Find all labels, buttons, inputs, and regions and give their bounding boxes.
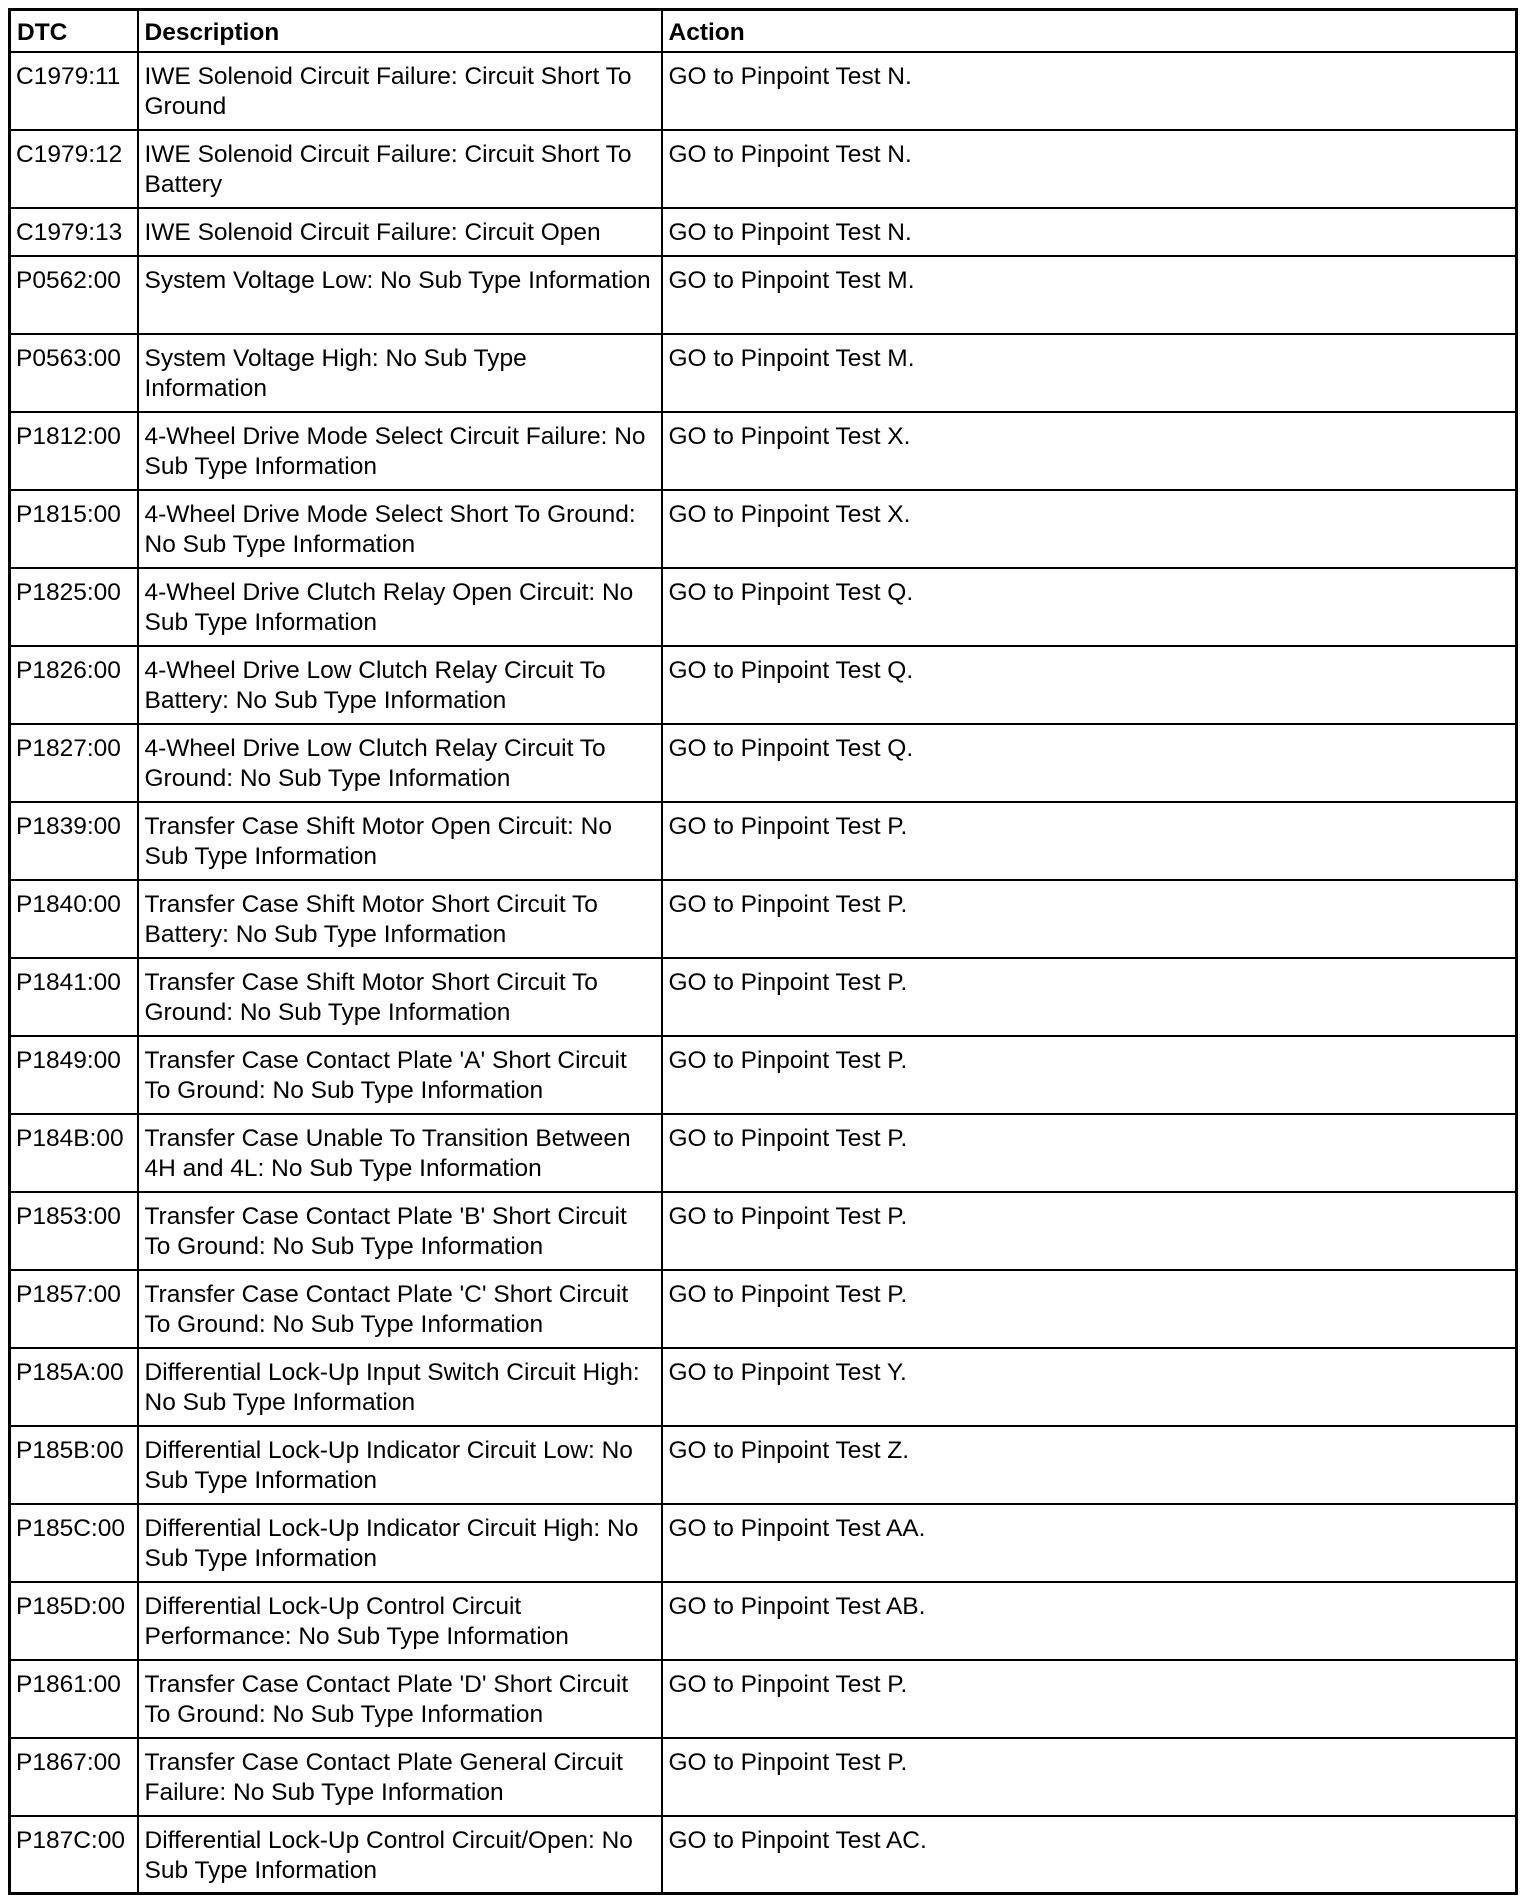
table-row xyxy=(10,1036,1517,1114)
action-cell: GO to Pinpoint Test Y. xyxy=(662,1348,1517,1426)
description-cell: 4-Wheel Drive Low Clutch Relay Circuit To Battery: No Sub Type Information xyxy=(138,646,662,724)
dtc-code-cell: P1867:00 xyxy=(10,1738,138,1816)
description-cell: Differential Lock-Up Control Circuit/Open: No Sub Type Information xyxy=(138,1816,662,1894)
table-row xyxy=(10,880,1517,958)
table-row xyxy=(10,724,1517,802)
action-cell: GO to Pinpoint Test Q. xyxy=(662,568,1517,646)
action-cell: GO to Pinpoint Test AB. xyxy=(662,1582,1517,1660)
table-header-row xyxy=(10,10,1517,52)
dtc-code-cell: P0562:00 xyxy=(10,256,138,334)
action-cell: GO to Pinpoint Test P. xyxy=(662,1192,1517,1270)
dtc-code-cell: P0563:00 xyxy=(10,334,138,412)
table-row xyxy=(10,334,1517,412)
dtc-code-cell: P1857:00 xyxy=(10,1270,138,1348)
column-header-description: Description xyxy=(138,10,662,52)
description-cell: Transfer Case Contact Plate 'B' Short Circuit To Ground: No Sub Type Information xyxy=(138,1192,662,1270)
description-cell: Transfer Case Contact Plate 'D' Short Circuit To Ground: No Sub Type Information xyxy=(138,1660,662,1738)
action-cell: GO to Pinpoint Test P. xyxy=(662,1114,1517,1192)
action-cell: GO to Pinpoint Test P. xyxy=(662,1660,1517,1738)
action-cell: GO to Pinpoint Test P. xyxy=(662,1270,1517,1348)
column-header-dtc: DTC xyxy=(10,10,138,52)
dtc-code-cell: P187C:00 xyxy=(10,1816,138,1894)
action-cell: GO to Pinpoint Test P. xyxy=(662,802,1517,880)
dtc-code-cell: P1861:00 xyxy=(10,1660,138,1738)
action-cell: GO to Pinpoint Test Q. xyxy=(662,724,1517,802)
description-cell: Transfer Case Unable To Transition Between 4H and 4L: No Sub Type Information xyxy=(138,1114,662,1192)
description-cell: Transfer Case Contact Plate General Circuit Failure: No Sub Type Information xyxy=(138,1738,662,1816)
description-cell: IWE Solenoid Circuit Failure: Circuit Open xyxy=(138,208,662,256)
table-row xyxy=(10,412,1517,490)
table-row xyxy=(10,1270,1517,1348)
dtc-code-cell: P185C:00 xyxy=(10,1504,138,1582)
action-cell: GO to Pinpoint Test Z. xyxy=(662,1426,1517,1504)
table-row xyxy=(10,1114,1517,1192)
description-cell: Differential Lock-Up Control Circuit Performance: No Sub Type Information xyxy=(138,1582,662,1660)
action-cell: GO to Pinpoint Test AA. xyxy=(662,1504,1517,1582)
action-cell: GO to Pinpoint Test AC. xyxy=(662,1816,1517,1894)
table-row xyxy=(10,1426,1517,1504)
description-cell: Transfer Case Contact Plate 'A' Short Circuit To Ground: No Sub Type Information xyxy=(138,1036,662,1114)
description-cell: Differential Lock-Up Indicator Circuit Low: No Sub Type Information xyxy=(138,1426,662,1504)
action-cell: GO to Pinpoint Test P. xyxy=(662,1738,1517,1816)
dtc-code-cell: C1979:11 xyxy=(10,52,138,130)
table-row xyxy=(10,1738,1517,1816)
table-row xyxy=(10,1192,1517,1270)
dtc-code-cell: P1826:00 xyxy=(10,646,138,724)
action-cell: GO to Pinpoint Test X. xyxy=(662,412,1517,490)
description-cell: Differential Lock-Up Indicator Circuit High: No Sub Type Information xyxy=(138,1504,662,1582)
action-cell: GO to Pinpoint Test N. xyxy=(662,208,1517,256)
action-cell: GO to Pinpoint Test P. xyxy=(662,1036,1517,1114)
table-row xyxy=(10,1582,1517,1660)
action-cell: GO to Pinpoint Test P. xyxy=(662,958,1517,1036)
description-cell: Transfer Case Shift Motor Short Circuit To Battery: No Sub Type Information xyxy=(138,880,662,958)
table-row xyxy=(10,256,1517,334)
description-cell: Transfer Case Shift Motor Short Circuit To Ground: No Sub Type Information xyxy=(138,958,662,1036)
table-row xyxy=(10,52,1517,130)
action-cell: GO to Pinpoint Test X. xyxy=(662,490,1517,568)
table-row xyxy=(10,1348,1517,1426)
dtc-table xyxy=(8,8,1518,1895)
table-row xyxy=(10,1504,1517,1582)
dtc-code-cell: P1812:00 xyxy=(10,412,138,490)
table-row xyxy=(10,958,1517,1036)
dtc-code-cell: P1840:00 xyxy=(10,880,138,958)
table-row xyxy=(10,1660,1517,1738)
description-cell: Differential Lock-Up Input Switch Circuit High: No Sub Type Information xyxy=(138,1348,662,1426)
table-row xyxy=(10,568,1517,646)
description-cell: IWE Solenoid Circuit Failure: Circuit Short To Ground xyxy=(138,52,662,130)
dtc-code-cell: P1841:00 xyxy=(10,958,138,1036)
table-row xyxy=(10,802,1517,880)
description-cell: 4-Wheel Drive Low Clutch Relay Circuit To Ground: No Sub Type Information xyxy=(138,724,662,802)
description-cell: 4-Wheel Drive Mode Select Short To Ground: No Sub Type Information xyxy=(138,490,662,568)
description-cell: Transfer Case Contact Plate 'C' Short Circuit To Ground: No Sub Type Information xyxy=(138,1270,662,1348)
document-page xyxy=(8,8,1515,1895)
dtc-code-cell: P185A:00 xyxy=(10,1348,138,1426)
description-cell: IWE Solenoid Circuit Failure: Circuit Short To Battery xyxy=(138,130,662,208)
description-cell: System Voltage High: No Sub Type Information xyxy=(138,334,662,412)
action-cell: GO to Pinpoint Test N. xyxy=(662,52,1517,130)
dtc-code-cell: P1827:00 xyxy=(10,724,138,802)
action-cell: GO to Pinpoint Test M. xyxy=(662,256,1517,334)
action-cell: GO to Pinpoint Test Q. xyxy=(662,646,1517,724)
table-row xyxy=(10,130,1517,208)
table-row xyxy=(10,646,1517,724)
dtc-code-cell: C1979:13 xyxy=(10,208,138,256)
description-cell: 4-Wheel Drive Mode Select Circuit Failure: No Sub Type Information xyxy=(138,412,662,490)
description-cell: System Voltage Low: No Sub Type Information xyxy=(138,256,662,334)
dtc-code-cell: C1979:12 xyxy=(10,130,138,208)
dtc-code-cell: P1839:00 xyxy=(10,802,138,880)
dtc-code-cell: P185D:00 xyxy=(10,1582,138,1660)
description-cell: 4-Wheel Drive Clutch Relay Open Circuit: No Sub Type Information xyxy=(138,568,662,646)
dtc-code-cell: P1815:00 xyxy=(10,490,138,568)
action-cell: GO to Pinpoint Test N. xyxy=(662,130,1517,208)
description-cell: Transfer Case Shift Motor Open Circuit: No Sub Type Information xyxy=(138,802,662,880)
column-header-action: Action xyxy=(662,10,1517,52)
table-row xyxy=(10,490,1517,568)
dtc-code-cell: P184B:00 xyxy=(10,1114,138,1192)
dtc-code-cell: P1849:00 xyxy=(10,1036,138,1114)
dtc-code-cell: P1825:00 xyxy=(10,568,138,646)
dtc-code-cell: P1853:00 xyxy=(10,1192,138,1270)
action-cell: GO to Pinpoint Test P. xyxy=(662,880,1517,958)
table-row xyxy=(10,1816,1517,1894)
action-cell: GO to Pinpoint Test M. xyxy=(662,334,1517,412)
table-row xyxy=(10,208,1517,256)
dtc-code-cell: P185B:00 xyxy=(10,1426,138,1504)
